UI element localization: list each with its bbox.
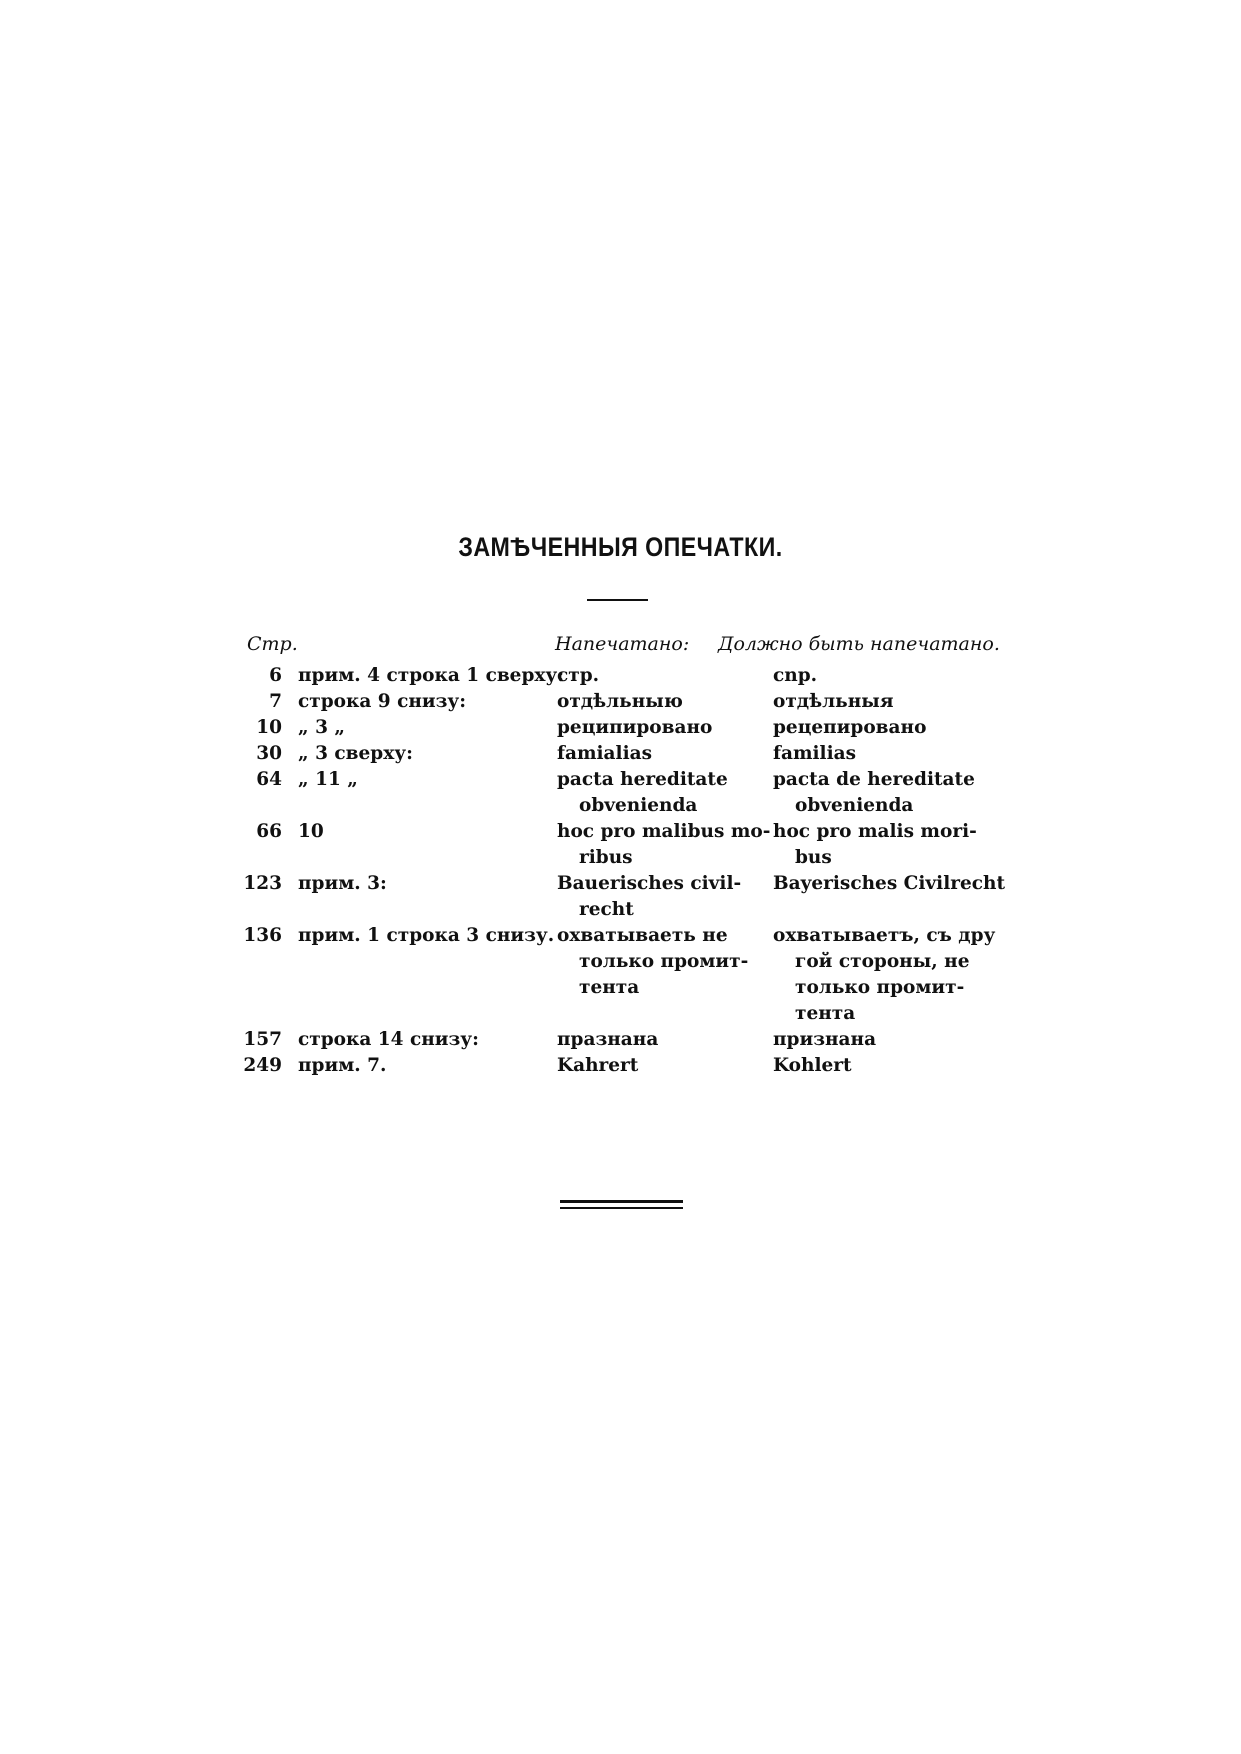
printed-text xyxy=(557,819,771,871)
correct-text xyxy=(773,767,1003,819)
printed-line: только промит- xyxy=(579,951,749,972)
printed-text xyxy=(557,715,757,741)
correct-line: hoc pro malis mori- xyxy=(773,821,977,842)
header-printed: Напечатано: xyxy=(555,633,690,655)
printed-line: hoc pro malibus mo- xyxy=(557,821,771,842)
line-position: строка 14 снизу: xyxy=(298,1029,479,1050)
printed-line: празнана xyxy=(557,1029,659,1050)
printed-text xyxy=(557,871,757,923)
printed-text xyxy=(557,663,757,689)
correct-line: сnр. xyxy=(773,665,818,686)
printed-text xyxy=(557,741,757,767)
correct-line: pacta de hereditate xyxy=(773,769,975,790)
page-number: 7 xyxy=(269,691,282,712)
correct-line: гой стороны, не xyxy=(795,951,970,972)
printed-line: ribus xyxy=(579,847,633,868)
correct-line: obveniendа xyxy=(795,795,914,816)
printed-line: famialias xyxy=(557,743,652,764)
page-number: 66 xyxy=(256,821,282,842)
printed-line: obveniendа xyxy=(579,795,698,816)
page-number: 64 xyxy=(256,769,282,790)
printed-text xyxy=(557,767,757,819)
correct-line: рецепировано xyxy=(773,717,927,738)
page-number: 136 xyxy=(243,925,282,946)
page-number: 249 xyxy=(243,1055,282,1076)
correct-text xyxy=(773,1053,1003,1079)
correct-line: familias xyxy=(773,743,857,764)
page-title: ЗАМѢЧЕННЫЯ ОПЕЧАТКИ. xyxy=(458,532,783,562)
printed-line: реципировано xyxy=(557,717,713,738)
correct-line: тента xyxy=(795,1003,856,1024)
correct-text xyxy=(773,689,1003,715)
line-position: прим. 7. xyxy=(298,1055,387,1076)
correct-line: bus xyxy=(795,847,832,868)
printed-line: отдѣльныю xyxy=(557,691,683,712)
printed-line: охватываеть не xyxy=(557,925,728,946)
header-correct: Должно быть напечатано. xyxy=(718,633,1000,655)
printed-text xyxy=(557,923,757,1001)
page-number: 123 xyxy=(243,873,282,894)
page-number: 30 xyxy=(256,743,282,764)
line-position: прим. 4 строка 1 сверху: xyxy=(298,665,565,686)
correct-text xyxy=(773,1027,1003,1053)
printed-text xyxy=(557,1027,757,1053)
correct-text xyxy=(773,663,1003,689)
correct-text xyxy=(773,871,1006,897)
correct-line: Bayerisches Civilrecht xyxy=(773,873,1006,894)
correct-text xyxy=(773,819,1003,871)
correct-line: только промит- xyxy=(795,977,965,998)
line-position: „ 3 сверху: xyxy=(298,743,413,764)
line-position: прим. 1 строка 3 снизу. xyxy=(298,925,555,946)
correct-line: охватываетъ, съ дру xyxy=(773,925,996,946)
page-number: 157 xyxy=(243,1029,282,1050)
end-rule-top xyxy=(560,1200,683,1203)
line-position: прим. 3: xyxy=(298,873,387,894)
page-number: 6 xyxy=(269,665,282,686)
correct-line: отдѣльныя xyxy=(773,691,894,712)
line-position: „ 11 „ xyxy=(298,769,358,790)
printed-line: стр. xyxy=(557,665,600,686)
header-page: Стр. xyxy=(247,633,298,655)
end-rule-bottom xyxy=(560,1207,683,1209)
printed-line: тента xyxy=(579,977,640,998)
printed-line: recht xyxy=(579,899,634,920)
line-position: 10 xyxy=(298,821,324,842)
printed-line: Kahrert xyxy=(557,1055,639,1076)
printed-line: pacta hereditate xyxy=(557,769,728,790)
line-position: строка 9 снизу: xyxy=(298,691,467,712)
printed-text xyxy=(557,689,757,715)
correct-text xyxy=(773,715,1003,741)
line-position: „ 3 „ xyxy=(298,717,346,738)
title-divider xyxy=(587,599,648,601)
correct-text xyxy=(773,741,1003,767)
printed-line: Bauerisches civil- xyxy=(557,873,742,894)
page-number: 10 xyxy=(256,717,282,738)
correct-line: признана xyxy=(773,1029,877,1050)
correct-text xyxy=(773,923,1003,1027)
printed-text xyxy=(557,1053,757,1079)
correct-line: Kohlert xyxy=(773,1055,852,1076)
